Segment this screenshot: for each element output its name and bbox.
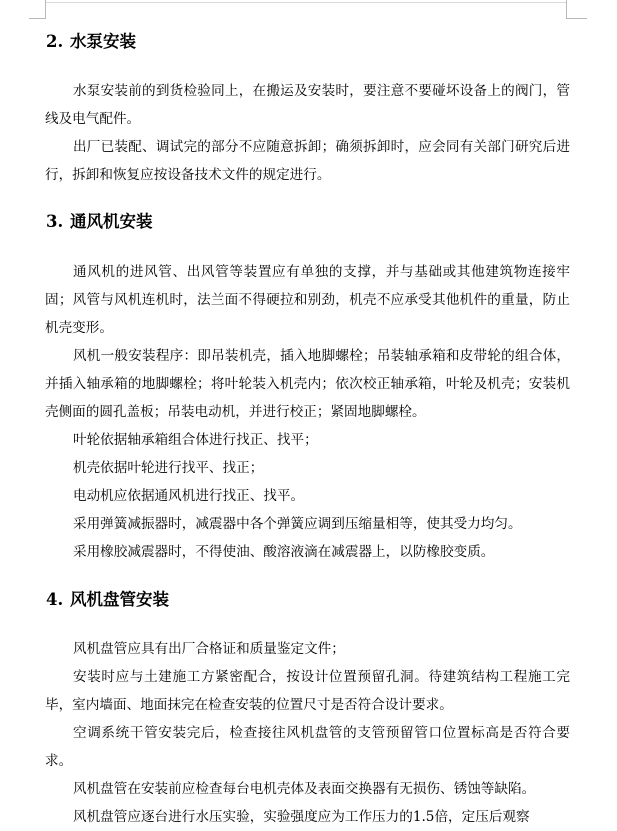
paragraph: 机壳依据叶轮进行找平、找正； bbox=[73, 460, 264, 476]
paragraph: 采用橡胶减震器时，不得使油、酸溶液滴在减震器上，以防橡胶变质。 bbox=[73, 544, 495, 560]
paragraph: 采用弹簧减振器时，减震器中各个弹簧应调到压缩量相等，使其受力均匀。 bbox=[73, 516, 522, 532]
paragraph: 空调系统干管安装完后，检查接往风机盘管的支管预留管口位置标高是否符合要求。 bbox=[45, 725, 570, 769]
section-title: 水泵安装 bbox=[70, 32, 136, 51]
section-number: 4. bbox=[46, 590, 64, 609]
paragraph: 通风机的进风管、出风管等装置应有单独的支撑，并与基础或其他建筑物连接牢固；风管与风机连机时，法兰面不得硬拉和别劲，机壳不应承受其他机件的重量，防止机壳变形。 bbox=[45, 264, 570, 336]
paragraph: 风机盘管在安装前应检查每台电机壳体及表面交换器有无损伤、锈蚀等缺陷。 bbox=[73, 781, 536, 797]
section-heading bbox=[46, 211, 153, 233]
section-title: 风机盘管安装 bbox=[70, 590, 169, 609]
section-heading bbox=[46, 589, 169, 611]
crop-mark-top-left bbox=[29, 0, 46, 19]
paragraph: 叶轮依据轴承箱组合体进行找正、找平； bbox=[73, 432, 318, 448]
section-number: 3. bbox=[46, 212, 64, 231]
paragraph: 安装时应与土建施工方紧密配合，按设计位置预留孔洞。待建筑结构工程施工完毕，室内墙面、地面抹完在检查安装的位置尺寸是否符合设计要求。 bbox=[45, 669, 570, 713]
crop-mark-top-right bbox=[566, 0, 587, 19]
paragraph: 电动机应依据通风机进行找正、找平。 bbox=[73, 488, 305, 504]
paragraph: 风机一般安装程序：即吊装机壳，插入地脚螺栓；吊装轴承箱和皮带轮的组合体，并插入轴承箱的地脚螺栓；将叶轮装入机壳内；依次校正轴承箱，叶轮及机壳；安装机壳侧面的圆孔盖板；吊装电动机，并进行校正；紧固地脚螺栓。 bbox=[45, 348, 570, 420]
section-number: 2. bbox=[46, 32, 64, 51]
section-heading bbox=[46, 31, 136, 53]
paragraph: 风机盘管应逐台进行水压实验，实验强度应为工作压力的1.5倍，定压后观察 bbox=[73, 809, 530, 825]
paragraph: 出厂已装配、调试完的部分不应随意拆卸；确须拆卸时，应会同有关部门研究后进行，拆卸和恢复应按设备技术文件的规定进行。 bbox=[45, 139, 570, 183]
paragraph: 水泵安装前的到货检验同上，在搬运及安装时，要注意不要碰坏设备上的阀门，管线及电气配件。 bbox=[45, 83, 570, 127]
section-title: 通风机安装 bbox=[70, 212, 153, 231]
page-top-rule bbox=[45, 2, 566, 3]
paragraph: 风机盘管应具有出厂合格证和质量鉴定文件； bbox=[73, 641, 345, 657]
